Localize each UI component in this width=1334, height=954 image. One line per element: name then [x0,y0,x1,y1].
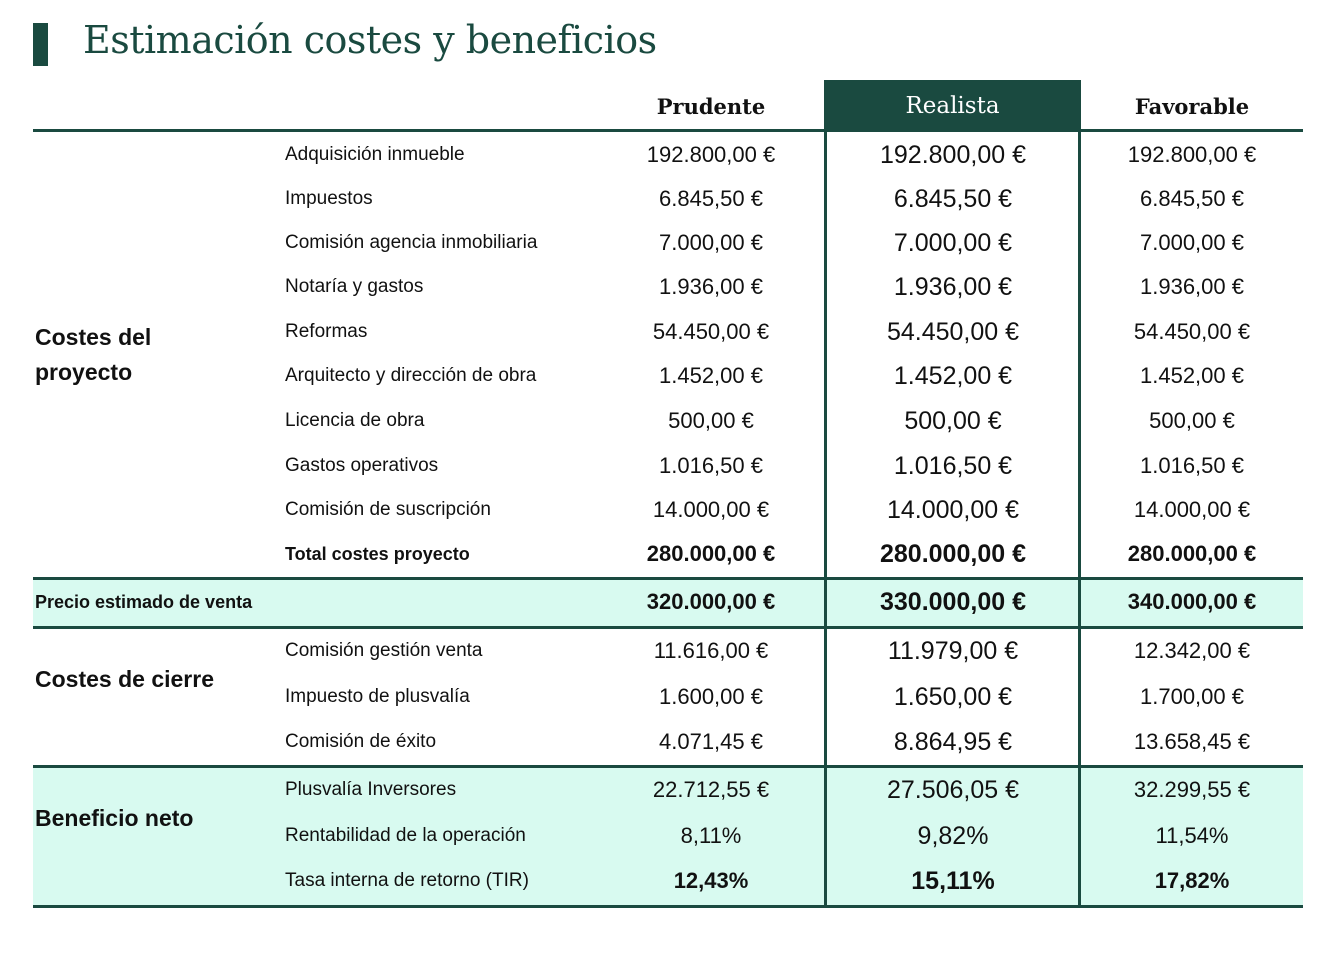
row-label: Tasa interna de retorno (TIR) [285,870,529,891]
table-row [0,679,1334,715]
value-favorable: 1.452,00 € [1140,363,1244,388]
table-bottom-rule [33,905,1303,908]
header-rule [33,129,1303,132]
row-label: Precio estimado de venta [35,592,253,612]
value-realista: 1.016,50 € [893,452,1013,480]
value-realista: 1.936,00 € [893,273,1013,301]
value-favorable: 1.700,00 € [1140,684,1244,709]
header-prudente: Prudente [656,93,766,119]
total-row [0,536,1334,572]
value-prudente: 14.000,00 € [652,497,770,522]
value-realista: 9,82% [917,822,989,850]
value-prudente: 12,43% [673,868,749,893]
table-row [0,772,1334,808]
costs-bottom-rule [33,577,1303,580]
value-favorable: 14.000,00 € [1133,497,1251,522]
value-prudente: 280.000,00 € [646,541,776,566]
table-row [0,724,1334,760]
value-favorable: 192.800,00 € [1127,142,1257,167]
value-favorable: 32.299,55 € [1133,777,1251,802]
row-label: Plusvalía Inversores [285,779,457,800]
value-prudente: 192.800,00 € [646,142,776,167]
value-prudente: 11.616,00 € [653,638,769,663]
row-label: Comisión agencia inmobiliaria [285,232,538,253]
row-label: Licencia de obra [285,410,425,431]
sale-price-row [0,584,1334,620]
row-label: Comisión de suscripción [285,499,491,520]
row-label: Comisión de éxito [285,731,437,752]
value-prudente: 6.845,50 € [659,186,763,211]
value-realista: 1.452,00 € [893,362,1013,390]
value-prudente: 500,00 € [668,408,754,433]
value-prudente: 1.936,00 € [659,274,763,299]
value-prudente: 22.712,55 € [652,777,770,802]
value-realista: 54.450,00 € [886,318,1020,346]
row-label: Reformas [285,321,368,342]
value-realista: 8.864,95 € [893,728,1013,756]
value-realista: 14.000,00 € [886,496,1020,524]
table-row [0,403,1334,439]
title-accent-bar [33,23,48,66]
table-row [0,448,1334,484]
value-realista: 280.000,00 € [880,540,1026,568]
table-row [0,314,1334,350]
row-label: Rentabilidad de la operación [285,825,526,846]
value-realista: 500,00 € [904,407,1002,435]
row-label: Gastos operativos [285,455,439,476]
closing-bottom-rule [33,765,1303,768]
table-row [0,137,1334,173]
table-row [0,818,1334,854]
value-realista: 330.000,00 € [880,588,1026,616]
value-prudente: 1.452,00 € [659,363,763,388]
group-beneficio-neto: Beneficio neto [35,805,194,831]
value-favorable: 6.845,50 € [1140,186,1244,211]
value-favorable: 280.000,00 € [1127,541,1257,566]
value-realista: 7.000,00 € [893,229,1013,257]
header-favorable: Favorable [1134,93,1250,119]
value-favorable: 54.450,00 € [1133,319,1251,344]
value-prudente: 8,11% [680,823,742,848]
value-favorable: 7.000,00 € [1140,230,1244,255]
value-realista: 6.845,50 € [893,185,1013,213]
value-favorable: 13.658,45 € [1133,729,1251,754]
value-prudente: 320.000,00 € [646,589,776,614]
value-favorable: 12.342,00 € [1133,638,1251,663]
value-realista: 11.979,00 € [887,637,1019,665]
header-realista: Realista [824,80,1081,132]
value-favorable: 1.936,00 € [1140,274,1244,299]
row-label: Notaría y gastos [285,276,424,297]
row-label: Adquisición inmueble [285,144,465,165]
group-costes-cierre: Costes de cierre [35,666,214,692]
value-prudente: 4.071,45 € [659,729,763,754]
value-favorable: 17,82% [1154,868,1230,893]
value-prudente: 1.016,50 € [659,453,763,478]
value-realista: 27.506,05 € [886,776,1020,804]
table-row [0,181,1334,217]
row-label: Impuestos [285,188,373,209]
table-row [0,492,1334,528]
value-favorable: 11,54% [1155,823,1229,848]
value-realista: 192.800,00 € [880,141,1026,169]
value-prudente: 54.450,00 € [652,319,770,344]
table-row [0,269,1334,305]
tir-row [0,863,1334,899]
table-row [0,225,1334,261]
sale-bottom-rule [33,626,1303,629]
value-favorable: 340.000,00 € [1127,589,1257,614]
table-row [0,633,1334,669]
value-favorable: 500,00 € [1149,408,1235,433]
value-prudente: 7.000,00 € [659,230,763,255]
value-realista: 1.650,00 € [893,683,1013,711]
row-label: Impuesto de plusvalía [285,686,470,707]
group-costes-proyecto: Costes del proyecto [35,324,152,385]
row-label: Arquitecto y dirección de obra [285,365,537,386]
page-title: Estimación costes y beneficios [83,18,657,62]
row-label: Comisión gestión venta [285,640,483,661]
value-prudente: 1.600,00 € [659,684,763,709]
value-realista: 15,11% [911,867,995,895]
value-favorable: 1.016,50 € [1140,453,1244,478]
table-row [0,358,1334,394]
row-label: Total costes proyecto [285,544,470,564]
